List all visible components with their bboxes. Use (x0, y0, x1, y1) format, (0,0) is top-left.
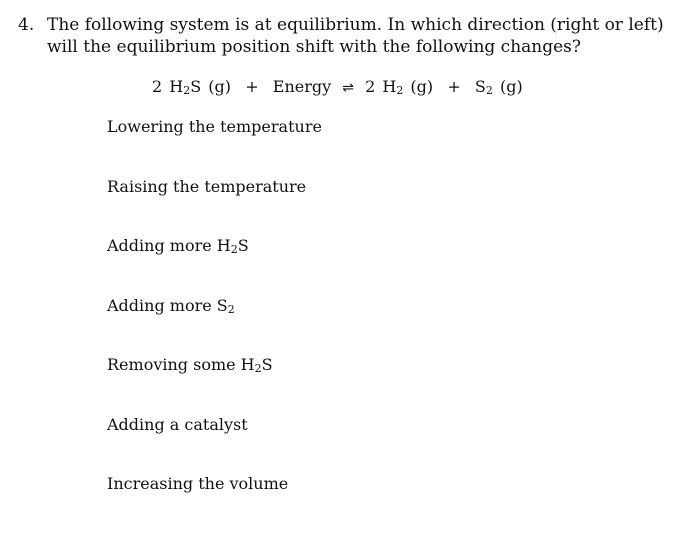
change-item: Adding a catalyst (107, 414, 248, 434)
reactant-h2s: $H_2S$ (169, 77, 202, 97)
product-s2: $S_2$ (474, 77, 493, 97)
state-label: (g) (208, 77, 232, 96)
change-item: Adding more $H_2S$ (107, 236, 249, 256)
coefficient: 2 (365, 77, 376, 96)
equilibrium-equation (152, 76, 523, 99)
coefficient: 2 (152, 77, 163, 96)
change-item: Raising the temperature (107, 176, 307, 196)
question-number: 4. (18, 15, 35, 35)
change-item: Removing some $H_2S$ (107, 355, 273, 375)
plus-sign: + (245, 77, 259, 96)
changes-list (107, 116, 322, 533)
state-label: (g) (410, 77, 434, 96)
state-label: (g) (499, 77, 523, 96)
product-h2: $H_2$ (382, 77, 404, 97)
change-item: Lowering the temperature (107, 117, 322, 136)
plus-sign: + (447, 77, 461, 96)
change-item: Adding more $S_2$ (107, 295, 235, 316)
question-4 (18, 14, 688, 58)
energy-term: Energy (272, 77, 332, 96)
change-item: Increasing the volume (107, 474, 289, 493)
question-text: The following system is at equilibrium. In which direction (right or left) will the equilibrium position shift with the following changes? (47, 15, 664, 57)
equilibrium-arrow-icon: ⇌ (342, 80, 354, 96)
